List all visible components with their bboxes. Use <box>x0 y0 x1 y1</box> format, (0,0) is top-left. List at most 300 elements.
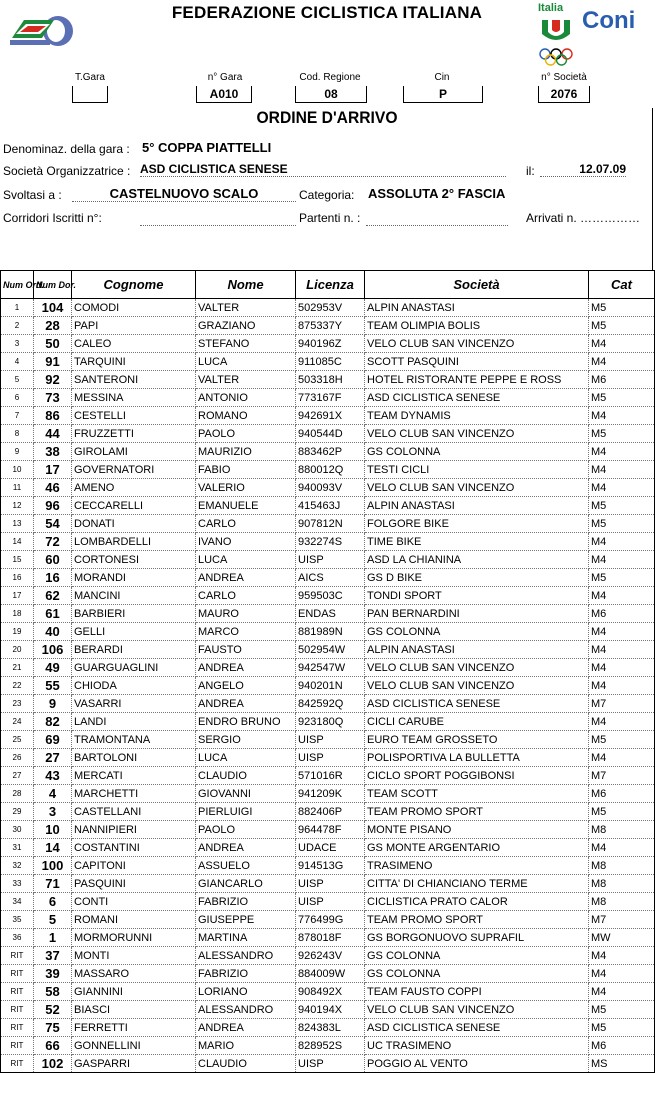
cell-nome: LORIANO <box>196 983 296 1001</box>
cell-cat: M4 <box>589 749 655 767</box>
col-header-dor: Num Dor. <box>34 271 72 299</box>
cell-societa: HOTEL RISTORANTE PEPPE E ROSS <box>365 371 589 389</box>
cell-num-dor: 37 <box>34 947 72 965</box>
table-row <box>1 623 655 641</box>
cell-societa: ALPIN ANASTASI <box>365 641 589 659</box>
cell-num-dor: 3 <box>34 803 72 821</box>
cell-num-ord: 28 <box>1 785 34 803</box>
cell-cat: M4 <box>589 587 655 605</box>
cell-cognome: GIROLAMI <box>72 443 196 461</box>
cell-num-ord: 24 <box>1 713 34 731</box>
cell-societa: GS COLONNA <box>365 965 589 983</box>
cell-num-dor: 71 <box>34 875 72 893</box>
cell-num-dor: 44 <box>34 425 72 443</box>
cell-nome: LUCA <box>196 353 296 371</box>
cell-nome: ANDREA <box>196 695 296 713</box>
cell-nome: ANGELO <box>196 677 296 695</box>
coni-logo <box>536 2 646 68</box>
cell-num-ord: 3 <box>1 335 34 353</box>
cell-num-dor: 102 <box>34 1055 72 1073</box>
cell-nome: GIOVANNI <box>196 785 296 803</box>
denominazione-value: 5° COPPA PIATTELLI <box>142 140 272 155</box>
cell-licenza: 941209K <box>296 785 365 803</box>
cell-cognome: PAPI <box>72 317 196 335</box>
cell-cat: MS <box>589 1055 655 1073</box>
cell-licenza: 571016R <box>296 767 365 785</box>
cell-licenza: 884009W <box>296 965 365 983</box>
cell-cognome: MARCHETTI <box>72 785 196 803</box>
cell-num-dor: 62 <box>34 587 72 605</box>
cell-cat: M4 <box>589 461 655 479</box>
tgara-label: T.Gara <box>74 72 105 83</box>
cell-licenza: 911085C <box>296 353 365 371</box>
cell-num-dor: 73 <box>34 389 72 407</box>
cell-num-dor: 52 <box>34 1001 72 1019</box>
cell-nome: ASSUELO <box>196 857 296 875</box>
cell-licenza: UISP <box>296 749 365 767</box>
cell-nome: ANDREA <box>196 839 296 857</box>
cell-cat: M4 <box>589 443 655 461</box>
table-row <box>1 659 655 677</box>
cell-licenza: ENDAS <box>296 605 365 623</box>
cell-societa: GS COLONNA <box>365 947 589 965</box>
cell-num-ord: 11 <box>1 479 34 497</box>
cell-cat: M5 <box>589 389 655 407</box>
cell-cognome: LANDI <box>72 713 196 731</box>
cell-nome: VALERIO <box>196 479 296 497</box>
cell-societa: EURO TEAM GROSSETO <box>365 731 589 749</box>
cell-cognome: VASARRI <box>72 695 196 713</box>
cell-cognome: FERRETTI <box>72 1019 196 1037</box>
cell-num-ord: 21 <box>1 659 34 677</box>
cell-cat: M5 <box>589 425 655 443</box>
cell-societa: POGGIO AL VENTO <box>365 1055 589 1073</box>
table-row <box>1 1037 655 1055</box>
cell-num-dor: 9 <box>34 695 72 713</box>
cell-nome: ANDREA <box>196 659 296 677</box>
cell-cognome: NANNIPIERI <box>72 821 196 839</box>
cell-nome: FABIO <box>196 461 296 479</box>
cell-num-dor: 72 <box>34 533 72 551</box>
table-row <box>1 551 655 569</box>
cell-licenza: UISP <box>296 893 365 911</box>
svoltasi-value: CASTELNUOVO SCALO <box>72 186 296 202</box>
svoltasi-label: Svoltasi a : <box>3 188 62 202</box>
table-row <box>1 695 655 713</box>
cell-cat: M6 <box>589 605 655 623</box>
cell-licenza: 940194X <box>296 1001 365 1019</box>
cell-nome: GIUSEPPE <box>196 911 296 929</box>
cell-cognome: GELLI <box>72 623 196 641</box>
cell-nome: GIANCARLO <box>196 875 296 893</box>
cell-num-dor: 40 <box>34 623 72 641</box>
cell-societa: VELO CLUB SAN VINCENZO <box>365 1001 589 1019</box>
results-table <box>0 270 655 1073</box>
cell-cognome: MERCATI <box>72 767 196 785</box>
cell-cat: M5 <box>589 1001 655 1019</box>
cell-nome: CARLO <box>196 587 296 605</box>
table-row <box>1 479 655 497</box>
cin-field: P <box>403 86 483 103</box>
cell-cat: M4 <box>589 713 655 731</box>
cell-num-dor: 1 <box>34 929 72 947</box>
cell-nome: MARCO <box>196 623 296 641</box>
cell-num-dor: 5 <box>34 911 72 929</box>
cell-societa: TEAM OLIMPIA BOLIS <box>365 317 589 335</box>
cell-licenza: 959503C <box>296 587 365 605</box>
cell-licenza: UISP <box>296 551 365 569</box>
cell-num-dor: 14 <box>34 839 72 857</box>
cell-cat: M5 <box>589 317 655 335</box>
cell-num-dor: 10 <box>34 821 72 839</box>
col-header-licenza: Licenza <box>296 271 365 299</box>
table-row <box>1 875 655 893</box>
cell-num-ord: 17 <box>1 587 34 605</box>
cell-cognome: CONTI <box>72 893 196 911</box>
cell-nome: GRAZIANO <box>196 317 296 335</box>
cell-num-ord: RIT <box>1 1001 34 1019</box>
cell-num-dor: 6 <box>34 893 72 911</box>
cell-cognome: CASTELLANI <box>72 803 196 821</box>
cell-cat: M7 <box>589 767 655 785</box>
cell-nome: IVANO <box>196 533 296 551</box>
table-row <box>1 785 655 803</box>
cell-num-ord: 8 <box>1 425 34 443</box>
cell-cognome: CAPITONI <box>72 857 196 875</box>
table-row <box>1 1019 655 1037</box>
table-row <box>1 947 655 965</box>
table-row <box>1 461 655 479</box>
cell-societa: VELO CLUB SAN VINCENZO <box>365 425 589 443</box>
cell-nome: FAUSTO <box>196 641 296 659</box>
denominazione-label: Denominaz. della gara : <box>3 142 130 156</box>
table-row <box>1 965 655 983</box>
cell-cognome: MASSARO <box>72 965 196 983</box>
cell-cognome: TRAMONTANA <box>72 731 196 749</box>
cell-cat: M4 <box>589 551 655 569</box>
cell-cat: M4 <box>589 353 655 371</box>
cell-nome: EMANUELE <box>196 497 296 515</box>
cell-cognome: GASPARRI <box>72 1055 196 1073</box>
cell-societa: TEAM DYNAMIS <box>365 407 589 425</box>
cell-cat: M6 <box>589 371 655 389</box>
cell-nome: CLAUDIO <box>196 1055 296 1073</box>
cell-cat: M4 <box>589 335 655 353</box>
cell-cat: M5 <box>589 1019 655 1037</box>
cell-licenza: 776499G <box>296 911 365 929</box>
cell-num-dor: 60 <box>34 551 72 569</box>
cell-societa: VELO CLUB SAN VINCENZO <box>365 335 589 353</box>
cell-num-dor: 104 <box>34 299 72 317</box>
cell-nome: FABRIZIO <box>196 893 296 911</box>
cell-num-dor: 66 <box>34 1037 72 1055</box>
cell-licenza: 907812N <box>296 515 365 533</box>
cell-societa: MONTE PISANO <box>365 821 589 839</box>
cell-cat: M4 <box>589 623 655 641</box>
cell-licenza: UISP <box>296 731 365 749</box>
cell-nome: ROMANO <box>196 407 296 425</box>
frame-line <box>652 108 653 270</box>
cell-licenza: 415463J <box>296 497 365 515</box>
cell-num-dor: 39 <box>34 965 72 983</box>
cell-num-ord: 27 <box>1 767 34 785</box>
cell-societa: POLISPORTIVA LA BULLETTA <box>365 749 589 767</box>
cell-nome: CARLO <box>196 515 296 533</box>
codregione-field: 08 <box>295 86 367 103</box>
cell-num-dor: 16 <box>34 569 72 587</box>
cell-cognome: PASQUINI <box>72 875 196 893</box>
cell-num-ord: 10 <box>1 461 34 479</box>
cell-licenza: 926243V <box>296 947 365 965</box>
cell-nome: VALTER <box>196 371 296 389</box>
cell-societa: VELO CLUB SAN VINCENZO <box>365 677 589 695</box>
cell-cognome: MESSINA <box>72 389 196 407</box>
cell-licenza: UDACE <box>296 839 365 857</box>
cell-num-ord: RIT <box>1 1055 34 1073</box>
table-row <box>1 1001 655 1019</box>
nsocieta-label: n° Società <box>541 72 587 83</box>
cell-cognome: BERARDI <box>72 641 196 659</box>
cell-nome: LUCA <box>196 749 296 767</box>
cell-societa: TESTI CICLI <box>365 461 589 479</box>
cell-societa: ASD CICLISTICA SENESE <box>365 1019 589 1037</box>
cell-num-dor: 28 <box>34 317 72 335</box>
cell-num-ord: RIT <box>1 965 34 983</box>
cell-num-ord: 36 <box>1 929 34 947</box>
cell-nome: ANDREA <box>196 1019 296 1037</box>
cell-licenza: 878018F <box>296 929 365 947</box>
cell-num-ord: 9 <box>1 443 34 461</box>
cell-nome: MAURO <box>196 605 296 623</box>
cell-societa: ALPIN ANASTASI <box>365 497 589 515</box>
table-row <box>1 749 655 767</box>
cell-nome: PAOLO <box>196 821 296 839</box>
cell-cognome: AMENO <box>72 479 196 497</box>
cell-cognome: MORMORUNNI <box>72 929 196 947</box>
table-row <box>1 713 655 731</box>
cell-cat: M4 <box>589 839 655 857</box>
cell-cat: M4 <box>589 407 655 425</box>
date-value: 12.07.09 <box>540 162 626 177</box>
cell-licenza: 502953V <box>296 299 365 317</box>
cell-cognome: DONATI <box>72 515 196 533</box>
cell-licenza: 914513G <box>296 857 365 875</box>
cell-societa: VELO CLUB SAN VINCENZO <box>365 479 589 497</box>
cell-cat: M5 <box>589 731 655 749</box>
table-row <box>1 857 655 875</box>
cell-cognome: COSTANTINI <box>72 839 196 857</box>
table-row <box>1 605 655 623</box>
table-row <box>1 821 655 839</box>
cell-cat: M5 <box>589 299 655 317</box>
cell-num-dor: 27 <box>34 749 72 767</box>
cell-nome: STEFANO <box>196 335 296 353</box>
cell-num-dor: 49 <box>34 659 72 677</box>
cell-societa: CICLISTICA PRATO CALOR <box>365 893 589 911</box>
cell-num-dor: 17 <box>34 461 72 479</box>
table-row <box>1 425 655 443</box>
cell-num-ord: 20 <box>1 641 34 659</box>
cell-num-ord: 23 <box>1 695 34 713</box>
cell-num-ord: 7 <box>1 407 34 425</box>
cell-nome: LUCA <box>196 551 296 569</box>
cell-cognome: GIANNINI <box>72 983 196 1001</box>
cell-societa: ASD CICLISTICA SENESE <box>365 389 589 407</box>
cell-societa: TEAM SCOTT <box>365 785 589 803</box>
cell-licenza: 940196Z <box>296 335 365 353</box>
cell-cognome: GUARGUAGLINI <box>72 659 196 677</box>
cell-societa: SCOTT PASQUINI <box>365 353 589 371</box>
cell-societa: TONDI SPORT <box>365 587 589 605</box>
categoria-value: ASSOLUTA 2° FASCIA <box>368 186 506 201</box>
cell-num-ord: 30 <box>1 821 34 839</box>
cell-num-dor: 58 <box>34 983 72 1001</box>
cell-num-ord: 5 <box>1 371 34 389</box>
cell-nome: ALESSANDRO <box>196 947 296 965</box>
cell-num-ord: 4 <box>1 353 34 371</box>
cell-licenza: 883462P <box>296 443 365 461</box>
cell-cognome: GOVERNATORI <box>72 461 196 479</box>
table-row <box>1 803 655 821</box>
cell-nome: MARIO <box>196 1037 296 1055</box>
cell-licenza: 940201N <box>296 677 365 695</box>
cell-num-dor: 75 <box>34 1019 72 1037</box>
cell-licenza: 828952S <box>296 1037 365 1055</box>
col-header-cognome: Cognome <box>72 271 196 299</box>
cell-cognome: LOMBARDELLI <box>72 533 196 551</box>
cell-cat: M5 <box>589 515 655 533</box>
cell-num-dor: 100 <box>34 857 72 875</box>
cell-num-ord: RIT <box>1 983 34 1001</box>
cell-licenza: 940544D <box>296 425 365 443</box>
cell-num-ord: 13 <box>1 515 34 533</box>
cell-nome: FABRIZIO <box>196 965 296 983</box>
table-row <box>1 299 655 317</box>
nsocieta-field: 2076 <box>538 86 590 103</box>
tgara-field <box>72 86 108 103</box>
cell-cat: M4 <box>589 677 655 695</box>
table-row <box>1 983 655 1001</box>
cell-licenza: 502954W <box>296 641 365 659</box>
cell-num-dor: 50 <box>34 335 72 353</box>
cell-cat: M5 <box>589 497 655 515</box>
cell-licenza: 942547W <box>296 659 365 677</box>
col-header-nome: Nome <box>196 271 296 299</box>
cell-cognome: BARTOLONI <box>72 749 196 767</box>
table-row <box>1 569 655 587</box>
cell-num-dor: 43 <box>34 767 72 785</box>
cell-licenza: 880012Q <box>296 461 365 479</box>
cell-num-ord: 32 <box>1 857 34 875</box>
cell-num-dor: 106 <box>34 641 72 659</box>
coni-logo-brand-text: Coni <box>582 7 636 34</box>
cell-num-ord: 15 <box>1 551 34 569</box>
table-row <box>1 371 655 389</box>
cell-licenza: UISP <box>296 875 365 893</box>
table-row <box>1 443 655 461</box>
cell-num-dor: 61 <box>34 605 72 623</box>
cell-societa: TIME BIKE <box>365 533 589 551</box>
federation-title: FEDERAZIONE CICLISTICA ITALIANA <box>171 3 483 22</box>
cell-nome: PAOLO <box>196 425 296 443</box>
cell-cognome: MORANDI <box>72 569 196 587</box>
cell-num-dor: 46 <box>34 479 72 497</box>
table-row <box>1 1055 655 1073</box>
cell-num-ord: 16 <box>1 569 34 587</box>
cell-num-ord: 6 <box>1 389 34 407</box>
cell-societa: GS COLONNA <box>365 623 589 641</box>
cell-nome: ALESSANDRO <box>196 1001 296 1019</box>
cell-cognome: COMODI <box>72 299 196 317</box>
cell-cognome: MONTI <box>72 947 196 965</box>
cell-cognome: SANTERONI <box>72 371 196 389</box>
coni-emblem-icon <box>536 18 576 68</box>
table-row <box>1 929 655 947</box>
coni-logo-top-text: Italia <box>538 2 564 14</box>
cell-cat: M8 <box>589 821 655 839</box>
cell-nome: VALTER <box>196 299 296 317</box>
cell-num-ord: RIT <box>1 947 34 965</box>
cell-societa: ASD CICLISTICA SENESE <box>365 695 589 713</box>
partenti-label: Partenti n. : <box>299 211 361 225</box>
cell-licenza: UISP <box>296 1055 365 1073</box>
cell-num-dor: 4 <box>34 785 72 803</box>
cell-societa: TEAM PROMO SPORT <box>365 911 589 929</box>
cell-nome: SERGIO <box>196 731 296 749</box>
cin-label: Cin <box>434 72 450 83</box>
cell-licenza: 942691X <box>296 407 365 425</box>
cell-cognome: CESTELLI <box>72 407 196 425</box>
cell-licenza: 940093V <box>296 479 365 497</box>
ngara-field: A010 <box>196 86 252 103</box>
ngara-label: n° Gara <box>207 72 243 83</box>
cell-cat: M5 <box>589 803 655 821</box>
cell-cat: M4 <box>589 965 655 983</box>
cell-nome: PIERLUIGI <box>196 803 296 821</box>
cell-num-ord: 2 <box>1 317 34 335</box>
cell-cognome: GONNELLINI <box>72 1037 196 1055</box>
cell-nome: ANDREA <box>196 569 296 587</box>
cell-cognome: CORTONESI <box>72 551 196 569</box>
col-header-cat: Cat <box>589 271 655 299</box>
cell-cat: M7 <box>589 695 655 713</box>
table-row <box>1 353 655 371</box>
cell-licenza: 503318H <box>296 371 365 389</box>
cell-societa: GS D BIKE <box>365 569 589 587</box>
cell-societa: TEAM FAUSTO COPPI <box>365 983 589 1001</box>
date-label: il: <box>526 164 535 178</box>
cell-cognome: TARQUINI <box>72 353 196 371</box>
col-header-ord: Num Ord. <box>1 271 34 299</box>
cell-cat: M4 <box>589 479 655 497</box>
table-row <box>1 407 655 425</box>
cell-cat: M8 <box>589 857 655 875</box>
cell-num-ord: 33 <box>1 875 34 893</box>
cell-cat: M5 <box>589 569 655 587</box>
table-row <box>1 497 655 515</box>
cell-num-ord: 29 <box>1 803 34 821</box>
cell-num-ord: 26 <box>1 749 34 767</box>
table-row <box>1 389 655 407</box>
cell-num-dor: 82 <box>34 713 72 731</box>
cell-societa: FOLGORE BIKE <box>365 515 589 533</box>
cell-licenza: 773167F <box>296 389 365 407</box>
cell-cat: M6 <box>589 1037 655 1055</box>
cell-licenza: 923180Q <box>296 713 365 731</box>
cell-societa: TRASIMENO <box>365 857 589 875</box>
cell-cat: M4 <box>589 641 655 659</box>
cell-licenza: 842592Q <box>296 695 365 713</box>
